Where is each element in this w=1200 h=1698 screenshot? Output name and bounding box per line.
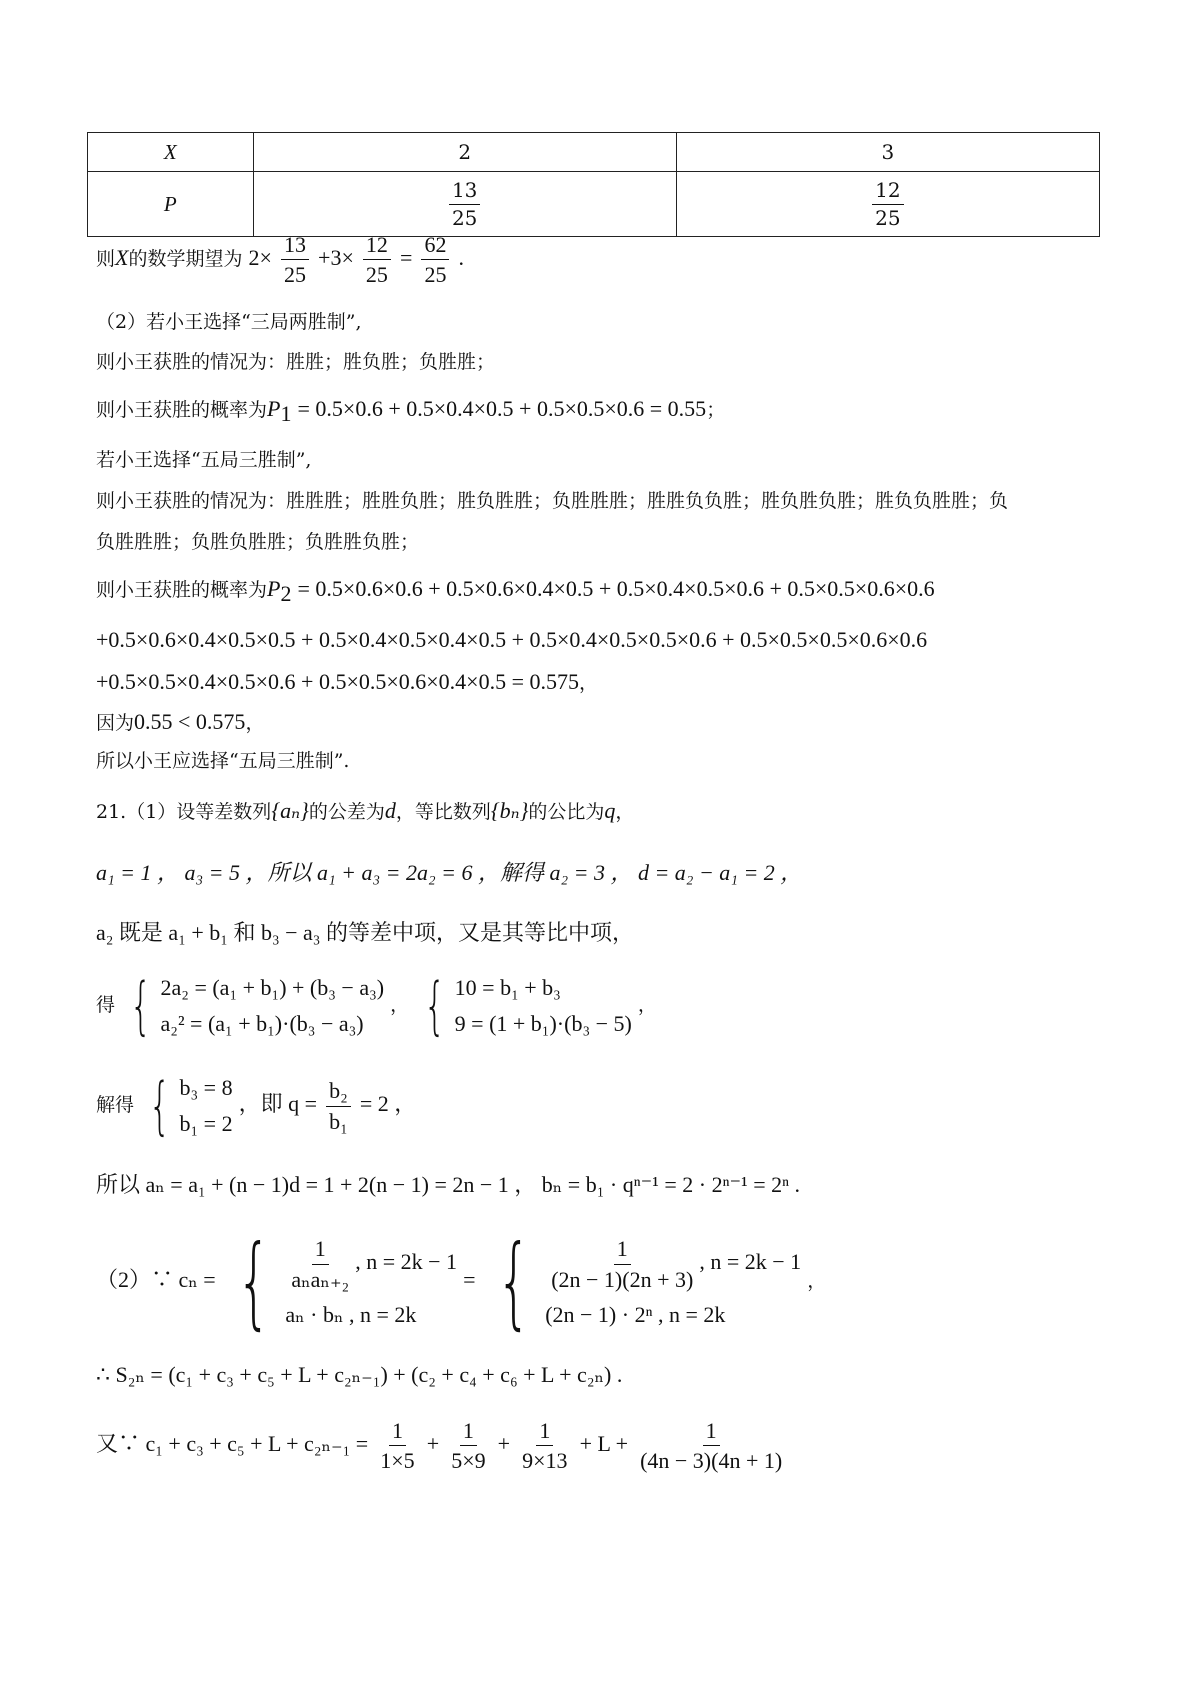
table-cell xyxy=(676,172,1099,237)
table-cell: 2 xyxy=(253,133,676,172)
table-cell: 3 xyxy=(676,133,1099,172)
fraction: $\frac{1}{9\times 13}$ xyxy=(522,1418,568,1474)
fraction: $\frac{1}{(4n - 3)(4n + 1)}$ xyxy=(640,1418,783,1474)
expectation-line: 则X的数学期望为 2× $\frac{13}{25}$ +3× $\frac{12}{25}$ = $\frac{62}{25}$ . xyxy=(96,232,464,288)
text-line: 因为0.55 < 0.575， xyxy=(96,709,265,734)
fraction: $\frac{62}{25}$ xyxy=(421,232,449,288)
text-line: 21.（1）设等差数列{aₙ}的公差为d，等比数列{bₙ}的公比为q， xyxy=(96,798,635,823)
math-line: +0.5×0.5×0.4×0.5×0.6 + 0.5×0.5×0.6×0.4×0.5 = 0.575， xyxy=(96,669,598,694)
fraction: $\frac{1}{1\times 5}$ xyxy=(380,1418,415,1474)
text-line: 所以小王应选择“五局三胜制”. xyxy=(96,750,350,772)
fraction: $\frac{13}{25}$ xyxy=(449,179,480,230)
fraction: $\frac{1}{\text{aₙaₙ₊₂}}$ xyxy=(291,1236,350,1292)
text-line: 则小王获胜的概率为$P_1 = 0.5\times 0.6 + 0.5\times 0.4\times 0.5 + 0.5\times 0.5\times 0.6 = 0.55$； xyxy=(96,396,726,426)
text-line: 则小王获胜的情况为：胜胜；胜负胜；负胜胜； xyxy=(96,351,496,373)
piecewise-line: （2）∵ cₙ = { $\frac{1}{\text{aₙaₙ₊₂}}$ , n = 2k − 1 aₙ · bₙ , n = 2k = { $\frac{1}{(2n - 1)(2n + 3)}$ , n = 2k − 1 (2n − 1) · 2ⁿ , n = 2k ， xyxy=(96,1223,827,1340)
equation-system: { b₃ = 8 b₁ = 2 xyxy=(148,1069,233,1142)
math-line: a₂ 既是 a₁ + b₁ 和 b₃ − a₃ 的等差中项，又是其等比中项， xyxy=(96,920,634,945)
text-line: 若小王选择“五局三胜制”, xyxy=(96,449,312,471)
sum-line: 又∵ c₁ + c₃ + c₅ + L + c₂ₙ₋₁ = $\frac{1}{1\times 5}$ + $\frac{1}{5\times 9}$ + $\frac{1}{9\times 13}$ + L + $\frac{1}{(4n - 3)(4n + 1)}$ xyxy=(96,1418,788,1474)
table-cell xyxy=(253,172,676,237)
fraction: $\frac{1}{5\times 9}$ xyxy=(451,1418,486,1474)
solution-line: 解得 { b₃ = 8 b₁ = 2 ，即 q = $\frac{\text{b₂}}{\text{b₁}}$ = 2 ， xyxy=(96,1069,417,1142)
distribution-table xyxy=(87,132,1100,237)
math-line: a₁ = 1 ， a₃ = 5 ，所以 a₁ + a₃ = 2a₂ = 6 ，解得 a₂ = 3 ， d = a₂ − a₁ = 2 ， xyxy=(96,860,803,885)
text-line: 负胜胜胜；负胜负胜胜；负胜胜负胜； xyxy=(96,531,420,553)
equation-system-line: 得 { 2a₂ = (a₁ + b₁) + (b₃ − a₃) a₂² = (a₁ + b₁)·(b₃ − a₃) ， { 10 = b₁ + b₃ 9 = (1 + b₁)·(b₃ − 5) ， xyxy=(96,969,657,1042)
equation-system: { 10 = b₁ + b₃ 9 = (1 + b₁)·(b₃ − 5) xyxy=(424,969,632,1042)
table-row xyxy=(88,172,1100,237)
math-line: ∴ S₂ₙ = (c₁ + c₃ + c₅ + L + c₂ₙ₋₁) + (c₂ + c₄ + c₆ + L + c₂ₙ) . xyxy=(96,1362,623,1387)
text-line: 则小王获胜的概率为$P_2 = 0.5\times 0.6\times 0.6 + 0.5\times 0.6\times 0.4\times 0.5 + 0.5\times 0.4\times 0.5\times 0.6 + 0.5\times 0.5\times 0.6\times 0.6$ xyxy=(96,576,935,606)
fraction: $\frac{12}{25}$ xyxy=(363,232,391,288)
fraction: $\frac{\text{b₂}}{\text{b₁}}$ xyxy=(326,1078,351,1134)
equation-system: { 2a₂ = (a₁ + b₁) + (b₃ − a₃) a₂² = (a₁ + b₁)·(b₃ − a₃) xyxy=(129,969,385,1042)
text-line: 则小王获胜的情况为：胜胜胜；胜胜负胜；胜负胜胜；负胜胜胜；胜胜负负胜；胜负胜负胜；胜负负胜胜；负 xyxy=(96,490,1009,512)
text-line: （2）若小王选择“三局两胜制”, xyxy=(96,311,362,333)
math-line: +0.5×0.6×0.4×0.5×0.5 + 0.5×0.4×0.5×0.4×0.5 + 0.5×0.4×0.5×0.5×0.6 + 0.5×0.5×0.5×0.6×0.6 xyxy=(96,627,928,652)
piecewise-definition: { $\frac{1}{(2n - 1)(2n + 3)}$ , n = 2k − 1 (2n − 1) · 2ⁿ , n = 2k xyxy=(495,1223,802,1340)
fraction: $\frac{13}{25}$ xyxy=(281,232,309,288)
fraction: $\frac{12}{25}$ xyxy=(872,179,903,230)
piecewise-definition: { $\frac{1}{\text{aₙaₙ₊₂}}$ , n = 2k − 1 aₙ · bₙ , n = 2k xyxy=(236,1223,458,1340)
table-row xyxy=(88,133,1100,172)
table-cell: X xyxy=(88,133,254,172)
math-line: 所以 aₙ = a₁ + (n − 1)d = 1 + 2(n − 1) = 2n − 1 ， bₙ = b₁ · qⁿ⁻¹ = 2 · 2ⁿ⁻¹ = 2ⁿ . xyxy=(96,1172,801,1197)
table-cell: P xyxy=(88,172,254,237)
fraction: $\frac{1}{(2n - 1)(2n + 3)}$ xyxy=(551,1236,694,1292)
